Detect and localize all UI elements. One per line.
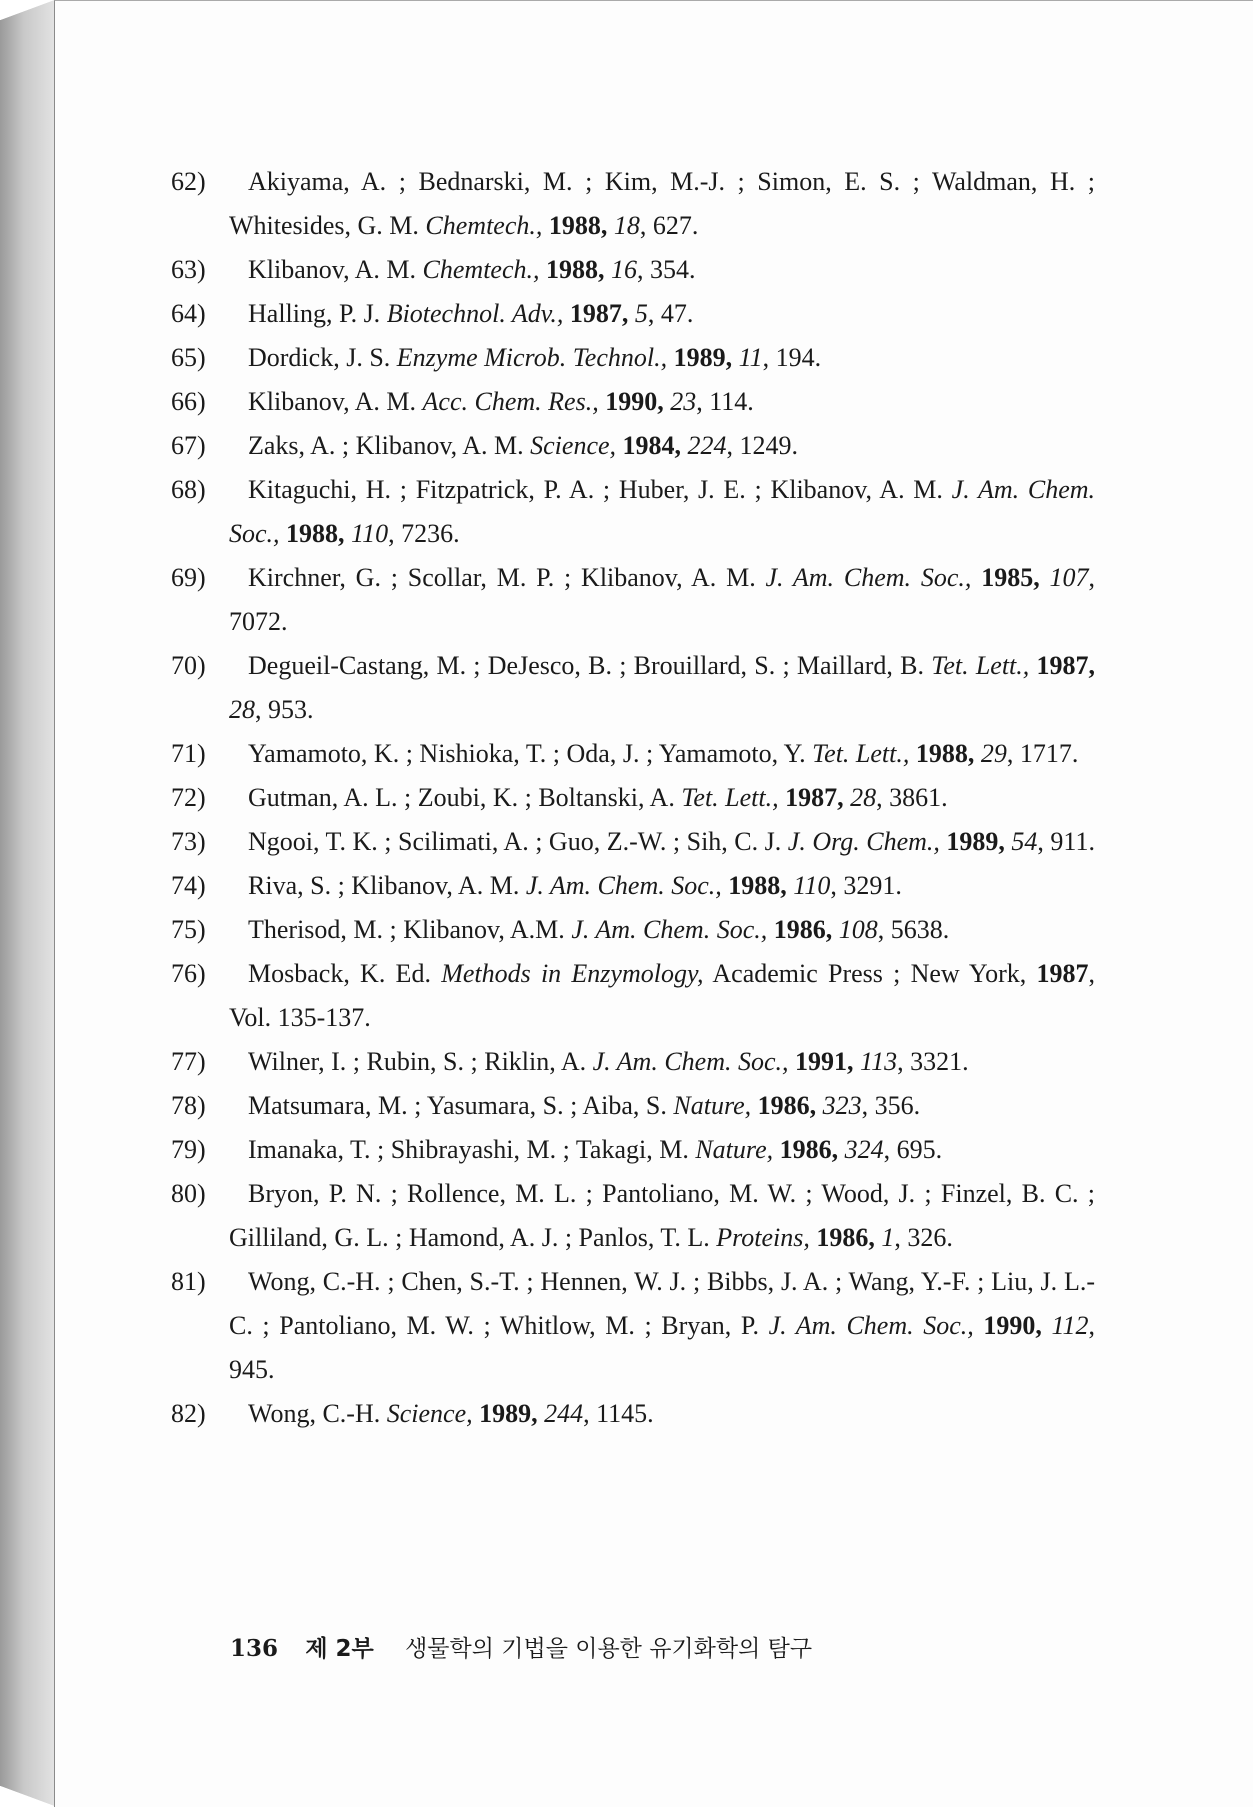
reference-authors: Klibanov, A. M.: [248, 387, 417, 416]
reference-item: [171, 248, 1095, 292]
reference-pages: , 47.: [647, 299, 694, 328]
reference-volume: 110: [793, 871, 831, 900]
reference-volume: 29: [980, 739, 1007, 768]
reference-authors: Therisod, M. ; Klibanov, A.M.: [248, 915, 565, 944]
reference-pages: , Vol. 135-137.: [229, 959, 1095, 1032]
reference-pages: , 3321.: [897, 1047, 969, 1076]
reference-authors: Mosback, K. Ed.: [248, 959, 431, 988]
reference-item: [171, 1040, 1095, 1084]
reference-pages: , 356.: [861, 1091, 921, 1120]
reference-pages: , 3291.: [830, 871, 902, 900]
reference-pages: , 627.: [639, 211, 699, 240]
reference-pages: , 945.: [229, 1311, 1096, 1384]
reference-volume: 244: [544, 1399, 584, 1428]
reference-authors: Akiyama, A. ; Bednarski, M. ; Kim, M.-J. ; Simon, E. S. ; Waldman, H. ; Whitesides, G. M.: [229, 167, 1095, 240]
reference-authors: Imanaka, T. ; Shibrayashi, M. ; Takagi, M.: [248, 1135, 689, 1164]
reference-item: [171, 1084, 1095, 1128]
reference-journal: Chemtech.,: [422, 255, 540, 284]
reference-pages: , 354.: [637, 255, 696, 284]
reference-year: 1984,: [622, 431, 682, 460]
reference-journal: Science,: [530, 431, 617, 460]
reference-pages: , 953.: [255, 695, 314, 724]
reference-number: 71): [171, 739, 206, 768]
reference-number: 67): [171, 431, 206, 460]
reference-pages: , 911.: [1037, 827, 1095, 856]
reference-volume: 54: [1011, 827, 1038, 856]
reference-journal: Methods in Enzymology,: [441, 959, 704, 988]
reference-item: [171, 468, 1096, 556]
reference-list: [171, 160, 1096, 1436]
reference-journal: J. Org. Chem.,: [787, 827, 940, 856]
reference-pages: , 114.: [696, 387, 754, 416]
reference-item: [171, 644, 1096, 732]
reference-publisher: Academic Press ; New York,: [712, 959, 1027, 988]
reference-volume: 224: [687, 431, 727, 460]
reference-volume: 113: [860, 1047, 898, 1076]
reference-authors: Wong, C.-H. ; Chen, S.-T. ; Hennen, W. J. ; Bibbs, J. A. ; Wang, Y.-F. ; Liu, J. L.-C. ; Pantoliano, M. W. ; Whitlow, M. ; Bryan, P.: [229, 1267, 1095, 1340]
page-corner-bottom: [0, 1786, 54, 1806]
reference-number: 77): [171, 1047, 206, 1076]
reference-number: 69): [171, 563, 206, 592]
reference-item: [171, 1172, 1095, 1260]
reference-year: 1986,: [816, 1223, 875, 1252]
reference-pages: , 3861.: [876, 783, 948, 812]
reference-journal: Acc. Chem. Res.,: [422, 387, 599, 416]
reference-pages: , 695.: [883, 1135, 943, 1164]
reference-item: [171, 292, 1095, 336]
reference-journal: J. Am. Chem. Soc.,: [229, 475, 1096, 548]
reference-item: [171, 424, 1095, 468]
reference-journal: Tet. Lett.,: [681, 783, 779, 812]
reference-year: 1985,: [981, 563, 1040, 592]
reference-item: [171, 1128, 1095, 1172]
reference-number: 74): [171, 871, 206, 900]
reference-item: [171, 952, 1095, 1040]
reference-authors: Ngooi, T. K. ; Scilimati, A. ; Guo, Z.-W. ; Sih, C. J.: [248, 827, 782, 856]
reference-number: 78): [171, 1091, 206, 1120]
reference-year: 1989,: [479, 1399, 538, 1428]
reference-volume: 107: [1049, 563, 1089, 592]
reference-volume: 1: [881, 1223, 895, 1252]
reference-journal: Nature,: [673, 1091, 752, 1120]
reference-journal: J. Am. Chem. Soc.,: [765, 563, 972, 592]
reference-volume: 11: [738, 343, 763, 372]
reference-volume: 23: [670, 387, 697, 416]
reference-item: [171, 160, 1095, 248]
reference-authors: Yamamoto, K. ; Nishioka, T. ; Oda, J. ; Yamamoto, Y.: [248, 739, 806, 768]
reference-authors: Matsumara, M. ; Yasumara, S. ; Aiba, S.: [248, 1091, 667, 1120]
reference-journal: J. Am. Chem. Soc.,: [525, 871, 722, 900]
reference-volume: 323: [822, 1091, 862, 1120]
reference-number: 81): [171, 1267, 206, 1296]
page-number: 136: [230, 1635, 279, 1662]
reference-number: 79): [171, 1135, 206, 1164]
reference-year: 1989,: [946, 827, 1005, 856]
reference-journal: Proteins,: [716, 1223, 810, 1252]
reference-journal: Biotechnol. Adv.,: [386, 299, 564, 328]
reference-authors: Riva, S. ; Klibanov, A. M.: [248, 871, 520, 900]
reference-authors: Kitaguchi, H. ; Fitzpatrick, P. A. ; Huber, J. E. ; Klibanov, A. M.: [248, 475, 943, 504]
reference-year: 1986,: [773, 915, 833, 944]
reference-year: 1988,: [546, 255, 605, 284]
reference-authors: Wilner, I. ; Rubin, S. ; Riklin, A.: [248, 1047, 587, 1076]
reference-journal: Tet. Lett.,: [931, 651, 1030, 680]
reference-number: 76): [171, 959, 206, 988]
reference-pages: , 1249.: [726, 431, 799, 460]
reference-item: [171, 776, 1095, 820]
reference-journal: Chemtech.,: [425, 211, 543, 240]
reference-journal: Tet. Lett.,: [812, 739, 910, 768]
reference-year: 1987,: [785, 783, 844, 812]
reference-number: 68): [171, 475, 206, 504]
reference-authors: Zaks, A. ; Klibanov, A. M.: [248, 431, 524, 460]
part-label: 제 2부: [305, 1636, 374, 1662]
reference-authors: Halling, P. J.: [248, 299, 381, 328]
reference-number: 65): [171, 343, 206, 372]
reference-number: 73): [171, 827, 206, 856]
reference-volume: 28: [229, 695, 255, 724]
reference-number: 82): [171, 1399, 206, 1428]
page-footer: [230, 1630, 812, 1663]
reference-year: 1991,: [795, 1047, 854, 1076]
reference-pages: , 1717.: [1006, 739, 1079, 768]
reference-year: 1990,: [983, 1311, 1042, 1340]
reference-item: [171, 820, 1095, 864]
reference-year: 1989,: [673, 343, 733, 372]
reference-pages: , 5638.: [877, 915, 950, 944]
reference-authors: Bryon, P. N. ; Rollence, M. L. ; Pantoliano, M. W. ; Wood, J. ; Finzel, B. C. ; Gilliland, G. L. ; Hamond, A. J. ; Panlos, T. L.: [229, 1179, 1095, 1252]
reference-item: [171, 732, 1095, 776]
reference-year: 1988,: [728, 871, 787, 900]
reference-journal: Enzyme Microb. Technol.,: [396, 343, 668, 372]
reference-number: 62): [171, 167, 206, 196]
reference-journal: Nature,: [695, 1135, 774, 1164]
reference-item: [171, 908, 1095, 952]
reference-authors: Wong, C.-H.: [248, 1399, 381, 1428]
reference-year: 1986,: [779, 1135, 839, 1164]
reference-number: 66): [171, 387, 206, 416]
reference-authors: Gutman, A. L. ; Zoubi, K. ; Boltanski, A.: [248, 783, 675, 812]
reference-volume: 28: [850, 783, 877, 812]
reference-pages: , 7072.: [229, 563, 1095, 636]
reference-number: 70): [171, 651, 206, 680]
reference-volume: 5: [634, 299, 648, 328]
reference-number: 72): [171, 783, 206, 812]
reference-journal: J. Am. Chem. Soc.,: [571, 915, 768, 944]
reference-authors: Degueil-Castang, M. ; DeJesco, B. ; Brouillard, S. ; Maillard, B.: [248, 651, 925, 680]
reference-volume: 18: [613, 211, 640, 240]
reference-number: 64): [171, 299, 206, 328]
reference-volume: 16: [611, 255, 638, 284]
reference-item: [171, 864, 1095, 908]
reference-item: [171, 1392, 1095, 1436]
page-corner-top: [0, 0, 54, 20]
book-section-title: 생물학의 기법을 이용한 유기화학의 탐구: [405, 1636, 813, 1662]
reference-item: [171, 556, 1095, 644]
reference-journal: Science,: [386, 1399, 473, 1428]
reference-year: 1987,: [1036, 651, 1096, 680]
reference-year: 1987: [1036, 959, 1089, 988]
reference-authors: Klibanov, A. M.: [248, 255, 417, 284]
reference-authors: Kirchner, G. ; Scollar, M. P. ; Klibanov, A. M.: [248, 563, 756, 592]
reference-number: 80): [171, 1179, 206, 1208]
reference-item: [171, 1260, 1096, 1392]
reference-pages: , 326.: [894, 1223, 953, 1252]
reference-number: 75): [171, 915, 206, 944]
reference-year: 1988,: [548, 211, 608, 240]
book-page-edge: [0, 0, 54, 1806]
reference-pages: , 7236.: [388, 519, 460, 548]
reference-journal: J. Am. Chem. Soc.,: [768, 1311, 974, 1340]
reference-number: 63): [171, 255, 206, 284]
reference-volume: 324: [844, 1135, 884, 1164]
reference-volume: 108: [838, 915, 878, 944]
reference-volume: 110: [351, 519, 389, 548]
reference-item: [171, 336, 1095, 380]
reference-volume: 112: [1051, 1311, 1089, 1340]
reference-authors: Dordick, J. S.: [248, 343, 391, 372]
reference-year: 1988,: [286, 519, 345, 548]
reference-pages: , 1145.: [583, 1399, 654, 1428]
reference-item: [171, 380, 1095, 424]
reference-year: 1987,: [569, 299, 629, 328]
reference-year: 1986,: [757, 1091, 817, 1120]
reference-year: 1988,: [915, 739, 975, 768]
reference-journal: J. Am. Chem. Soc.,: [592, 1047, 789, 1076]
reference-pages: , 194.: [762, 343, 822, 372]
reference-year: 1990,: [605, 387, 664, 416]
